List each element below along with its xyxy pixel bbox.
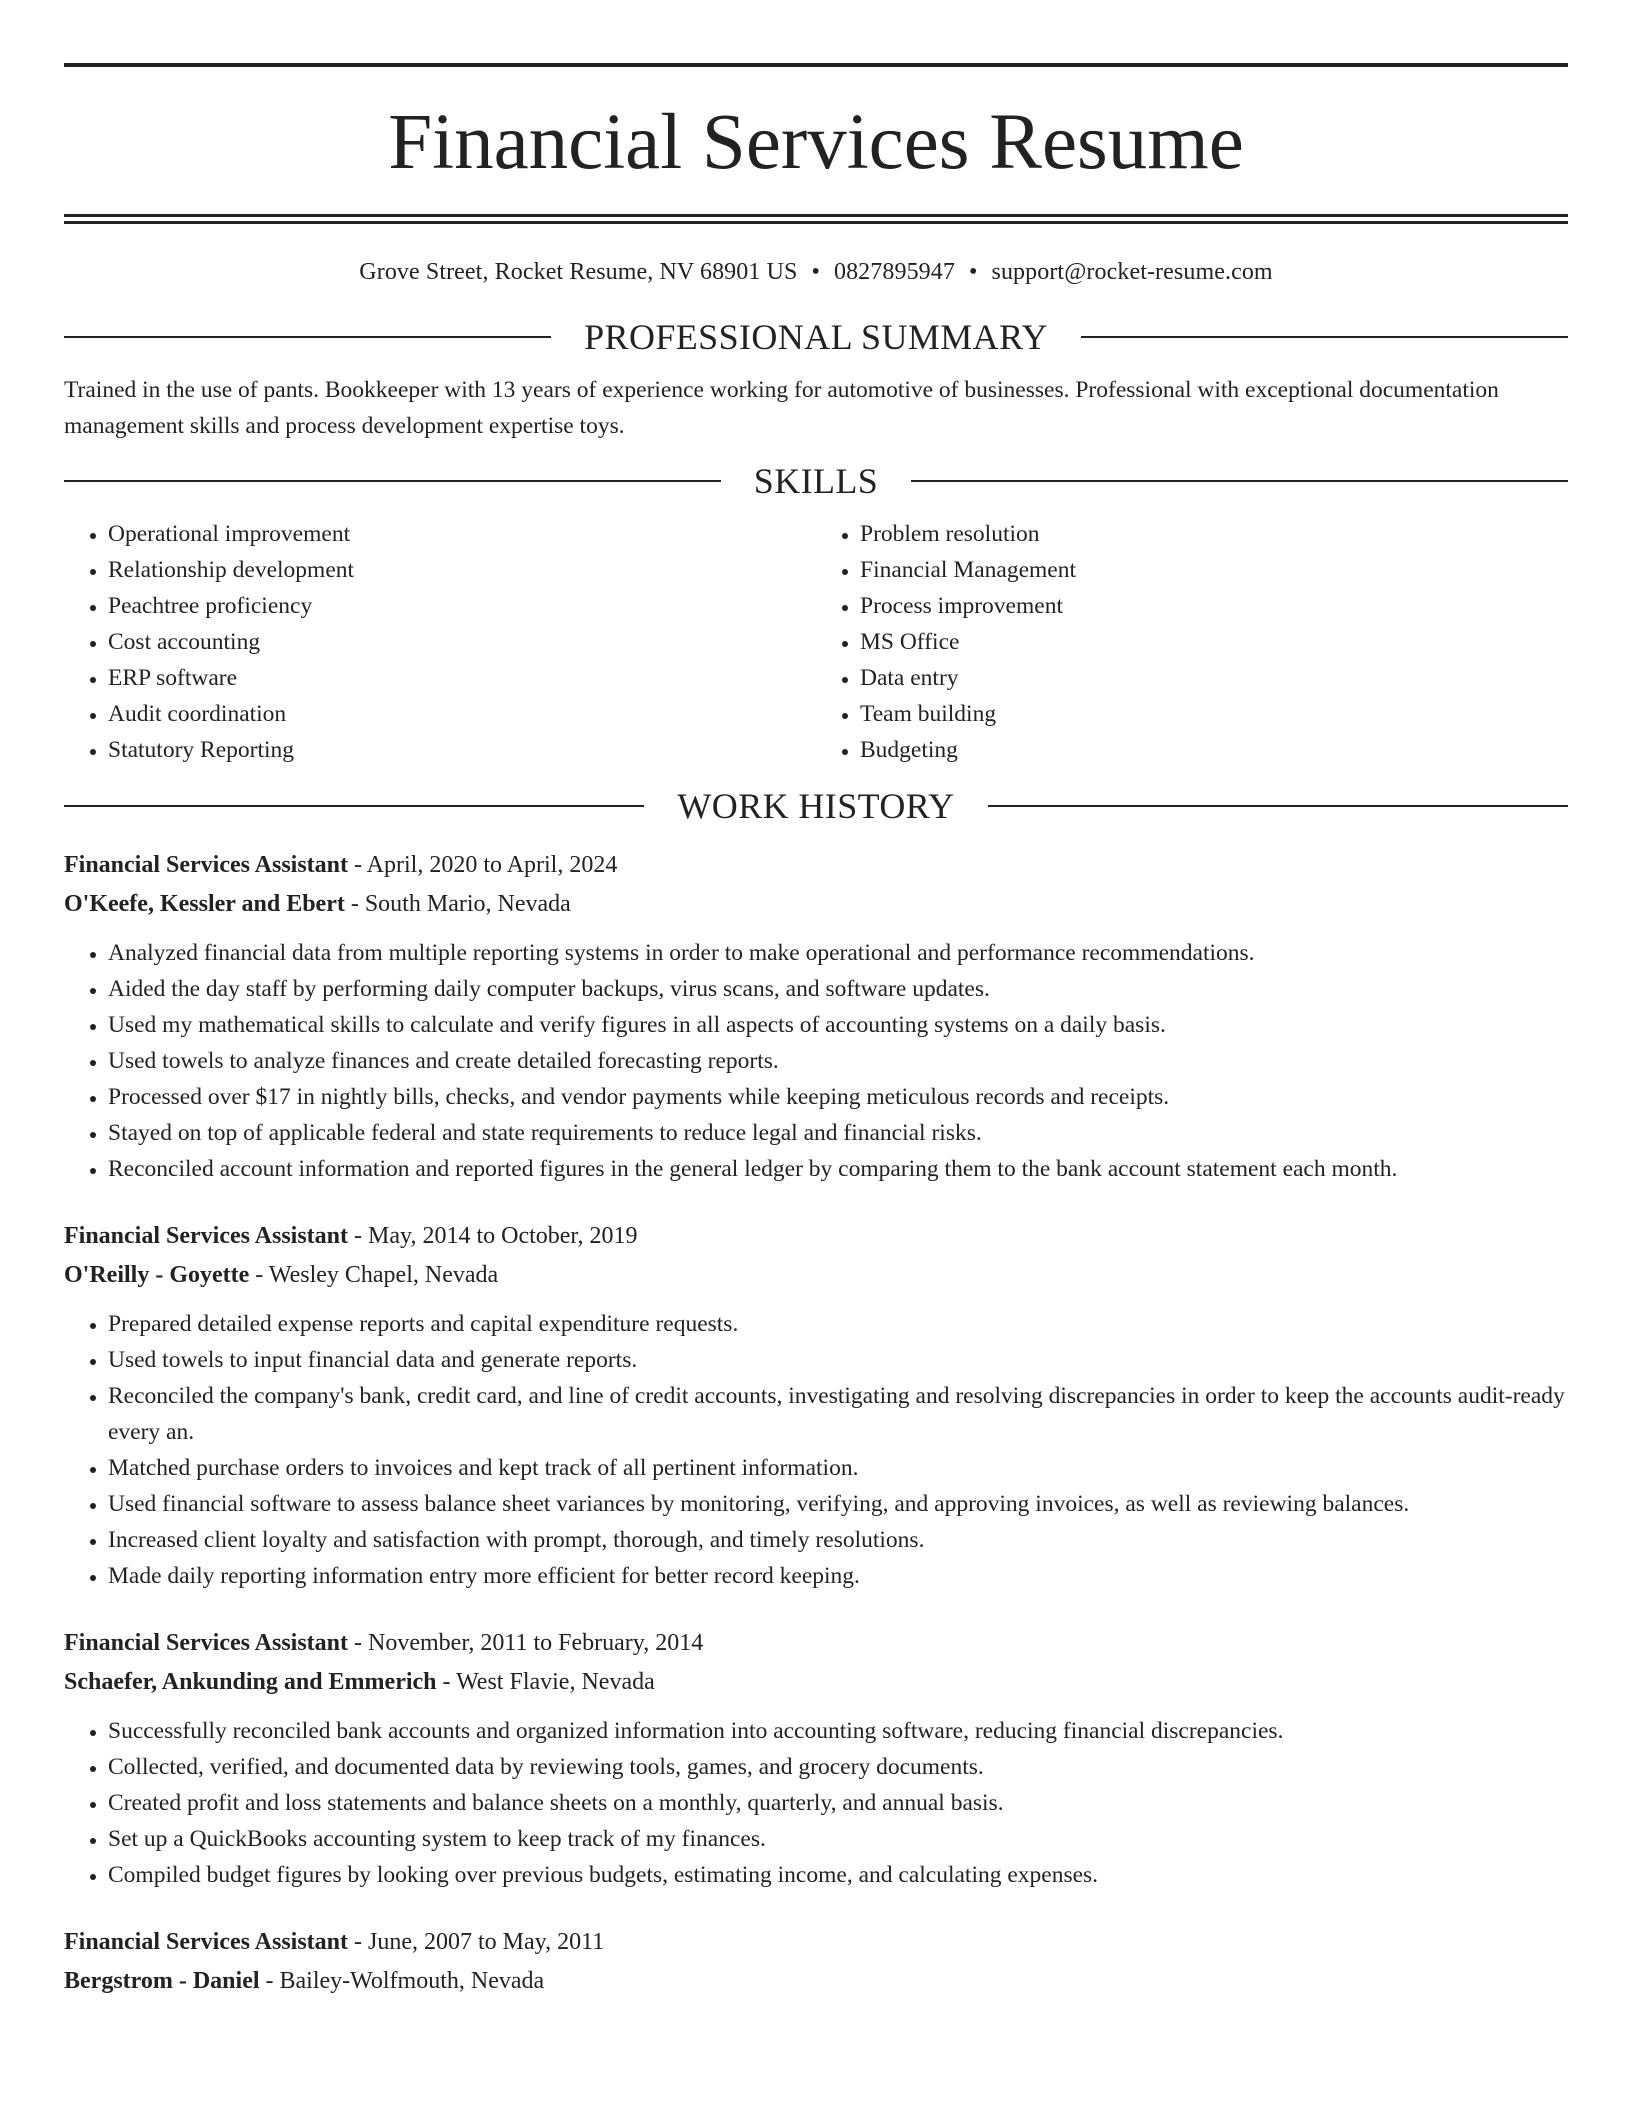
job-company: Schaefer, Ankunding and Emmerich [64,1669,437,1695]
job-bullet: • Reconciled the company's bank, credit card, and line of credit accounts, investigating and resolving discrepancies in order to keep the accounts audit-ready every an. [108,1378,1568,1450]
job-entry [64,846,1568,1187]
job-title: Financial Services Assistant [64,1223,349,1249]
job-bullet: • Matched purchase orders to invoices and kept track of all pertinent information. [108,1450,1568,1486]
job-dates: - November, 2011 to February, 2014 [348,1630,704,1656]
job-bullets [64,1306,1568,1594]
job-bullet: • Used towels to input financial data and generate reports. [108,1342,1568,1378]
job-company-line [64,1962,1568,2001]
job-location: - South Mario, Nevada [344,891,571,917]
job-bullet: • Processed over $17 in nightly bills, checks, and vendor payments while keeping meticulous records and receipts. [108,1079,1568,1115]
summary-heading [64,319,1568,355]
skills-right-list [816,516,1568,768]
skill-item: • Peachtree proficiency [108,588,816,624]
job-entry [64,1624,1568,1893]
job-title-line [64,1624,1568,1663]
contact-separator: • [968,259,978,285]
contact-phone: 0827895947 [833,259,955,285]
skill-item: • Statutory Reporting [108,732,816,768]
heading-rule-left [64,480,721,482]
skill-item: • Data entry [860,660,1568,696]
job-bullets [64,1713,1568,1893]
skills-left-list [64,516,816,768]
title-double-rule [64,214,1568,224]
job-bullet: • Used financial software to assess balance sheet variances by monitoring, verifying, and approving invoices, as well as reviewing balances. [108,1486,1568,1522]
job-bullets [64,935,1568,1187]
skill-item: • Problem resolution [860,516,1568,552]
job-bullet: • Increased client loyalty and satisfaction with prompt, thorough, and timely resolutions. [108,1522,1568,1558]
heading-rule-right [911,480,1568,482]
job-location: - Wesley Chapel, Nevada [249,1262,499,1288]
skill-item: • MS Office [860,624,1568,660]
job-bullet: • Stayed on top of applicable federal and state requirements to reduce legal and financial risks. [108,1115,1568,1151]
heading-rule-left [64,805,644,807]
job-bullet: • Set up a QuickBooks accounting system to keep track of my finances. [108,1821,1568,1857]
job-dates: - April, 2020 to April, 2024 [348,852,618,878]
job-bullet: • Successfully reconciled bank accounts and organized information into accounting software, reducing financial discrepancies. [108,1713,1568,1749]
contact-separator: • [811,259,820,285]
job-location: - Bailey-Wolfmouth, Nevada [259,1968,545,1994]
skill-item: • Operational improvement [108,516,816,552]
skills-columns [64,516,1568,768]
job-dates: - June, 2007 to May, 2011 [348,1929,605,1955]
work-history-heading [64,788,1568,824]
skill-item: • Financial Management [860,552,1568,588]
job-company-line [64,1663,1568,1702]
job-bullet: • Collected, verified, and documented data by reviewing tools, games, and grocery documents. [108,1749,1568,1785]
heading-rule-left [64,336,551,338]
summary-text: Trained in the use of pants. Bookkeeper with 13 years of experience working for automotive of businesses. Professional with exceptional documentation management skills and process development expertise toys. [64,377,1499,439]
job-bullet: • Used my mathematical skills to calculate and verify figures in all aspects of accounting systems on a daily basis. [108,1007,1568,1043]
job-bullet: • Used towels to analyze finances and create detailed forecasting reports. [108,1043,1568,1079]
skill-item: • Team building [860,696,1568,732]
job-company: O'Keefe, Kessler and Ebert [64,891,345,917]
job-entry [64,1923,1568,2001]
job-bullet: • Made daily reporting information entry more efficient for better record keeping. [108,1558,1568,1594]
skills-heading [64,463,1568,499]
job-entry [64,1217,1568,1594]
job-title-line [64,1923,1568,1962]
resume-title: Financial Services Resume [388,99,1244,186]
contact-line [64,259,1568,286]
skill-item: • Cost accounting [108,624,816,660]
job-bullet: • Created profit and loss statements and balance sheets on a monthly, quarterly, and annual basis. [108,1785,1568,1821]
job-bullet: • Aided the day staff by performing daily computer backups, virus scans, and software updates. [108,971,1568,1007]
job-title-line [64,1217,1568,1256]
job-bullet: • Prepared detailed expense reports and capital expenditure requests. [108,1306,1568,1342]
contact-address: Grove Street, Rocket Resume, NV 68901 US [359,259,798,285]
job-company: Bergstrom - Daniel [64,1968,260,1994]
work-history-heading-label: WORK HISTORY [677,786,955,826]
heading-rule-right [988,805,1568,807]
skill-item: • Audit coordination [108,696,816,732]
top-rule [64,63,1568,67]
job-bullet: • Compiled budget figures by looking over previous budgets, estimating income, and calculating expenses. [108,1857,1568,1893]
skills-heading-label: SKILLS [753,461,879,501]
job-title: Financial Services Assistant [64,1630,349,1656]
skill-item: • ERP software [108,660,816,696]
job-title-line [64,846,1568,885]
job-company: O'Reilly - Goyette [64,1262,250,1288]
job-company-line [64,1256,1568,1295]
job-bullet: • Reconciled account information and reported figures in the general ledger by comparing them to the bank account statement each month. [108,1151,1568,1187]
summary-heading-label: PROFESSIONAL SUMMARY [584,317,1048,357]
skill-item: • Process improvement [860,588,1568,624]
job-location: - West Flavie, Nevada [436,1669,655,1695]
skill-item: • Budgeting [860,732,1568,768]
contact-email: support@rocket-resume.com [991,259,1273,285]
heading-rule-right [1081,336,1568,338]
job-dates: - May, 2014 to October, 2019 [348,1223,638,1249]
job-title: Financial Services Assistant [64,852,349,878]
job-company-line [64,885,1568,924]
job-bullet: • Analyzed financial data from multiple reporting systems in order to make operational and performance recommendations. [108,935,1568,971]
job-title: Financial Services Assistant [64,1929,349,1955]
skill-item: • Relationship development [108,552,816,588]
